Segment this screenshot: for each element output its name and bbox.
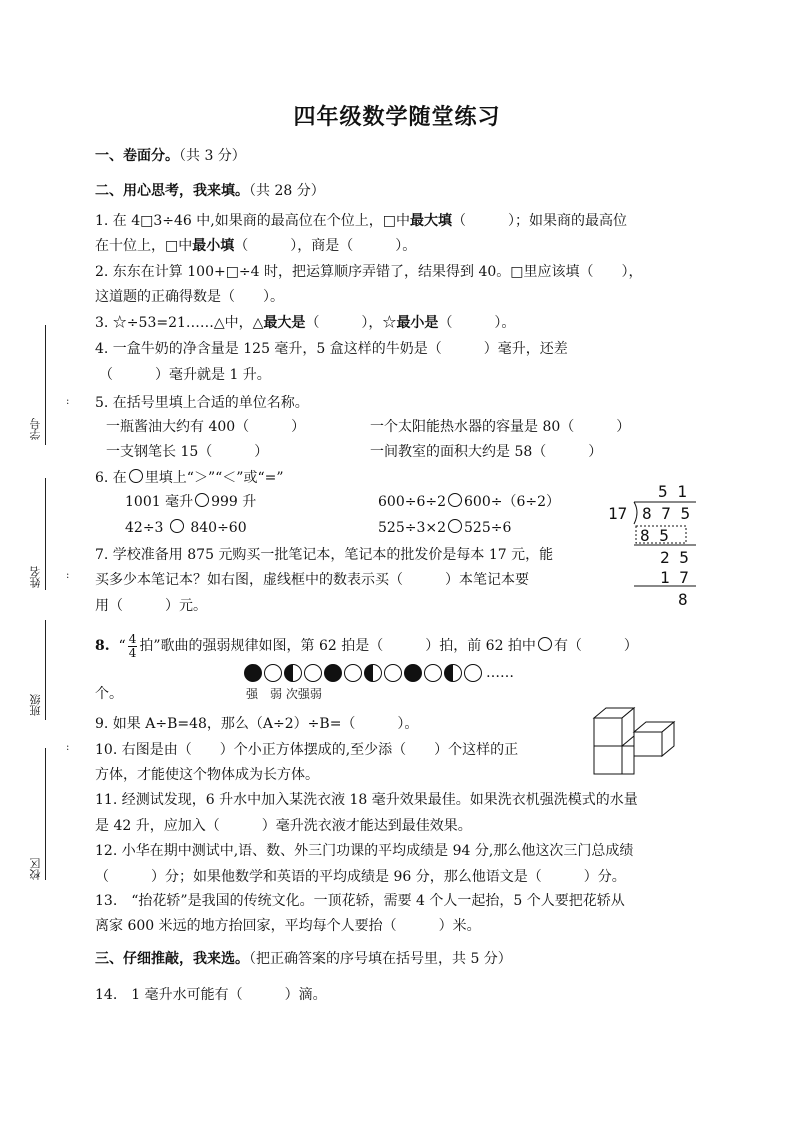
q3-text: （ ），☆ — [305, 315, 397, 331]
side-label-xingming: 姓名 — [29, 566, 42, 588]
fraction-denominator: 4 — [128, 645, 137, 660]
question-5-title: 5. 在括号里填上合适的单位名称。 — [95, 395, 309, 411]
binding-dot: : — [66, 396, 70, 407]
q3-text: （ ）。 — [438, 315, 516, 331]
beat-circle-empty — [464, 664, 482, 682]
division-quotient: 5 1 — [658, 482, 687, 501]
beat-circle-empty — [344, 664, 362, 682]
answer-circle[interactable] — [448, 493, 462, 507]
compare-left: 525÷3×2 — [378, 520, 446, 536]
compare-right: 525÷6 — [464, 520, 512, 536]
side-label-xiaoqu: 校区 — [29, 858, 42, 880]
section-2-score: （共 28 分） — [249, 183, 325, 199]
compare-left: 1001 毫升 — [125, 494, 194, 510]
beat-labels: 强 弱 次强弱 — [246, 687, 322, 701]
page-title: 四年级数学随堂练习 — [293, 104, 501, 130]
answer-circle[interactable] — [195, 493, 209, 507]
compare-item — [125, 518, 247, 538]
question-11-line-1: 11. 经测试发现，6 升水中加入某洗衣液 18 毫升效果最佳。如果洗衣机强洗模式的水量 — [95, 792, 638, 808]
long-division-figure — [604, 482, 704, 610]
division-remainder: 8 — [678, 590, 688, 609]
division-lines — [604, 482, 704, 610]
compare-item — [378, 518, 511, 538]
q8-number: 8. — [95, 638, 110, 654]
beat-circle-empty — [384, 664, 402, 682]
beat-circle-full — [244, 664, 262, 682]
answer-circle[interactable] — [448, 519, 462, 533]
answer-circle[interactable] — [170, 519, 184, 533]
binding-line — [45, 620, 46, 720]
q1-bold: 最大填 — [409, 213, 452, 229]
fraction-4-4 — [128, 633, 138, 660]
question-3 — [95, 313, 515, 333]
beat-circle-empty — [264, 664, 282, 682]
q1-text: （ ）；如果商的最高位 — [451, 213, 627, 229]
compare-right: 840÷60 — [190, 520, 247, 536]
compare-item — [378, 492, 560, 512]
beat-circle-half — [284, 664, 302, 682]
compare-left: 42÷3 — [125, 520, 164, 536]
beat-ellipsis: …… — [486, 664, 514, 681]
question-2-line-1: 2. 东东在计算 100+□÷4 时，把运算顺序弄错了，结果得到 40。□里应该填（ ）， — [95, 264, 643, 280]
question-12-line-2: （ ）分；如果他数学和英语的平均成绩是 96 分，那么他语文是（ ）分。 — [95, 869, 626, 885]
question-6-title — [95, 468, 284, 488]
division-divisor: 17 — [608, 504, 628, 523]
question-10-line-2: 方体，才能使这个物体成为长方体。 — [95, 767, 319, 783]
question-11-line-2: 是 42 升，应加入（ ）毫升洗衣液才能达到最佳效果。 — [95, 818, 472, 834]
division-step: 2 5 — [660, 548, 689, 567]
question-1-line-2 — [95, 236, 416, 256]
question-1-line-1 — [95, 211, 627, 231]
division-step: 1 7 — [660, 568, 689, 587]
q3-text: 3. ☆÷53=21……△中，△ — [95, 315, 264, 331]
q6-text: 里填上“＞”“＜”或“=” — [144, 470, 284, 486]
question-5-item: 一个太阳能热水器的容量是 80（ ） — [370, 419, 631, 435]
binding-line — [45, 478, 46, 590]
section-2-head: 二、用心思考，我来填。 — [95, 183, 249, 199]
question-4-line-2: （ ）毫升就是 1 升。 — [99, 367, 271, 383]
binding-dot: : — [66, 742, 70, 753]
section-3 — [95, 949, 512, 969]
q3-bold: 最大是 — [263, 315, 306, 331]
beat-circle-full — [324, 664, 342, 682]
section-1 — [95, 146, 246, 166]
fraction-numerator: 4 — [128, 631, 137, 646]
compare-left: 600÷6÷2 — [378, 494, 446, 510]
beat-circle-half — [444, 664, 462, 682]
cube-figure — [592, 706, 682, 778]
question-12-line-1: 12. 小华在期中测试中,语、数、外三门功课的平均成绩是 94 分,那么他这次三门总成绩 — [95, 843, 634, 859]
section-3-head: 三、仔细推敲，我来选。 — [95, 951, 249, 967]
q1-text: 1. 在 4□3÷46 中,如果商的最高位在个位上，□中 — [95, 213, 410, 229]
q3-bold: 最小是 — [396, 315, 439, 331]
beat-circle-half — [364, 664, 382, 682]
section-1-head: 一、卷面分。 — [95, 148, 179, 164]
binding-dot: : — [66, 570, 70, 581]
side-label-xuehao: 学号 — [29, 418, 42, 440]
q6-text: 6. 在 — [95, 470, 127, 486]
question-5-item: 一间教室的面积大约是 58（ ） — [370, 444, 603, 460]
circle-blank-icon — [129, 469, 143, 483]
question-8-line-2: 个。 — [95, 686, 123, 702]
section-1-score: （共 3 分） — [179, 148, 246, 164]
question-9: 9. 如果 A÷B=48，那么（A÷2）÷B=（ ）。 — [95, 716, 419, 732]
binding-line — [45, 325, 46, 445]
section-2 — [95, 181, 325, 201]
question-8-line-1 — [95, 628, 638, 664]
question-5-item: 一瓶酱油大约有 400（ ） — [106, 419, 306, 435]
side-label-banji: 班级 — [29, 694, 42, 716]
q8-text: 有（ ） — [553, 638, 638, 654]
circle-icon — [538, 637, 552, 651]
division-step: 8 5 — [640, 526, 669, 545]
question-10-line-1: 10. 右图是由（ ）个小正方体摆成的,至少添（ ）个这样的正 — [95, 742, 519, 758]
question-5-item: 一支钢笔长 15（ ） — [106, 444, 269, 460]
q8-text: 拍”歌曲的强弱规律如图，第 62 拍是（ ）拍，前 62 拍中 — [139, 638, 536, 654]
question-7-line-3: 用（ ）元。 — [95, 598, 207, 614]
question-13-line-2: 离家 600 米远的地方抬回家，平均每个人要抬（ ）米。 — [95, 918, 481, 934]
q8-text: “ — [118, 638, 126, 654]
compare-right: 999 升 — [211, 494, 257, 510]
question-2-line-2: 这道题的正确得数是（ ）。 — [95, 289, 284, 305]
question-7-line-2: 买多少本笔记本？如右图，虚线框中的数表示买（ ）本笔记本要 — [95, 572, 529, 588]
compare-right: 600÷（6÷2） — [464, 494, 560, 510]
q1-text: 在十位上，□中 — [95, 238, 193, 254]
division-dividend: 8 7 5 — [642, 504, 691, 523]
beat-pattern — [244, 662, 514, 682]
q1-text: （ ），商是（ ）。 — [234, 238, 417, 254]
compare-item — [125, 492, 256, 512]
question-13-line-1: 13. “抬花轿”是我国的传统文化。一顶花轿，需要 4 个人一起抬，5 个人要把花轿从 — [95, 893, 625, 909]
beat-circle-full — [404, 664, 422, 682]
beat-circle-empty — [304, 664, 322, 682]
binding-line — [45, 748, 46, 880]
question-7-line-1: 7. 学校准备用 875 元购买一批笔记本，笔记本的批发价是每本 17 元，能 — [95, 547, 554, 563]
beat-circle-empty — [424, 664, 442, 682]
section-3-instruction: （把正确答案的序号填在括号里，共 5 分） — [249, 951, 512, 967]
question-4-line-1: 4. 一盒牛奶的净含量是 125 毫升，5 盒这样的牛奶是（ ）毫升，还差 — [95, 341, 568, 357]
question-14: 14. 1 毫升水可能有（ ）滴。 — [95, 987, 327, 1003]
q1-bold: 最小填 — [192, 238, 235, 254]
